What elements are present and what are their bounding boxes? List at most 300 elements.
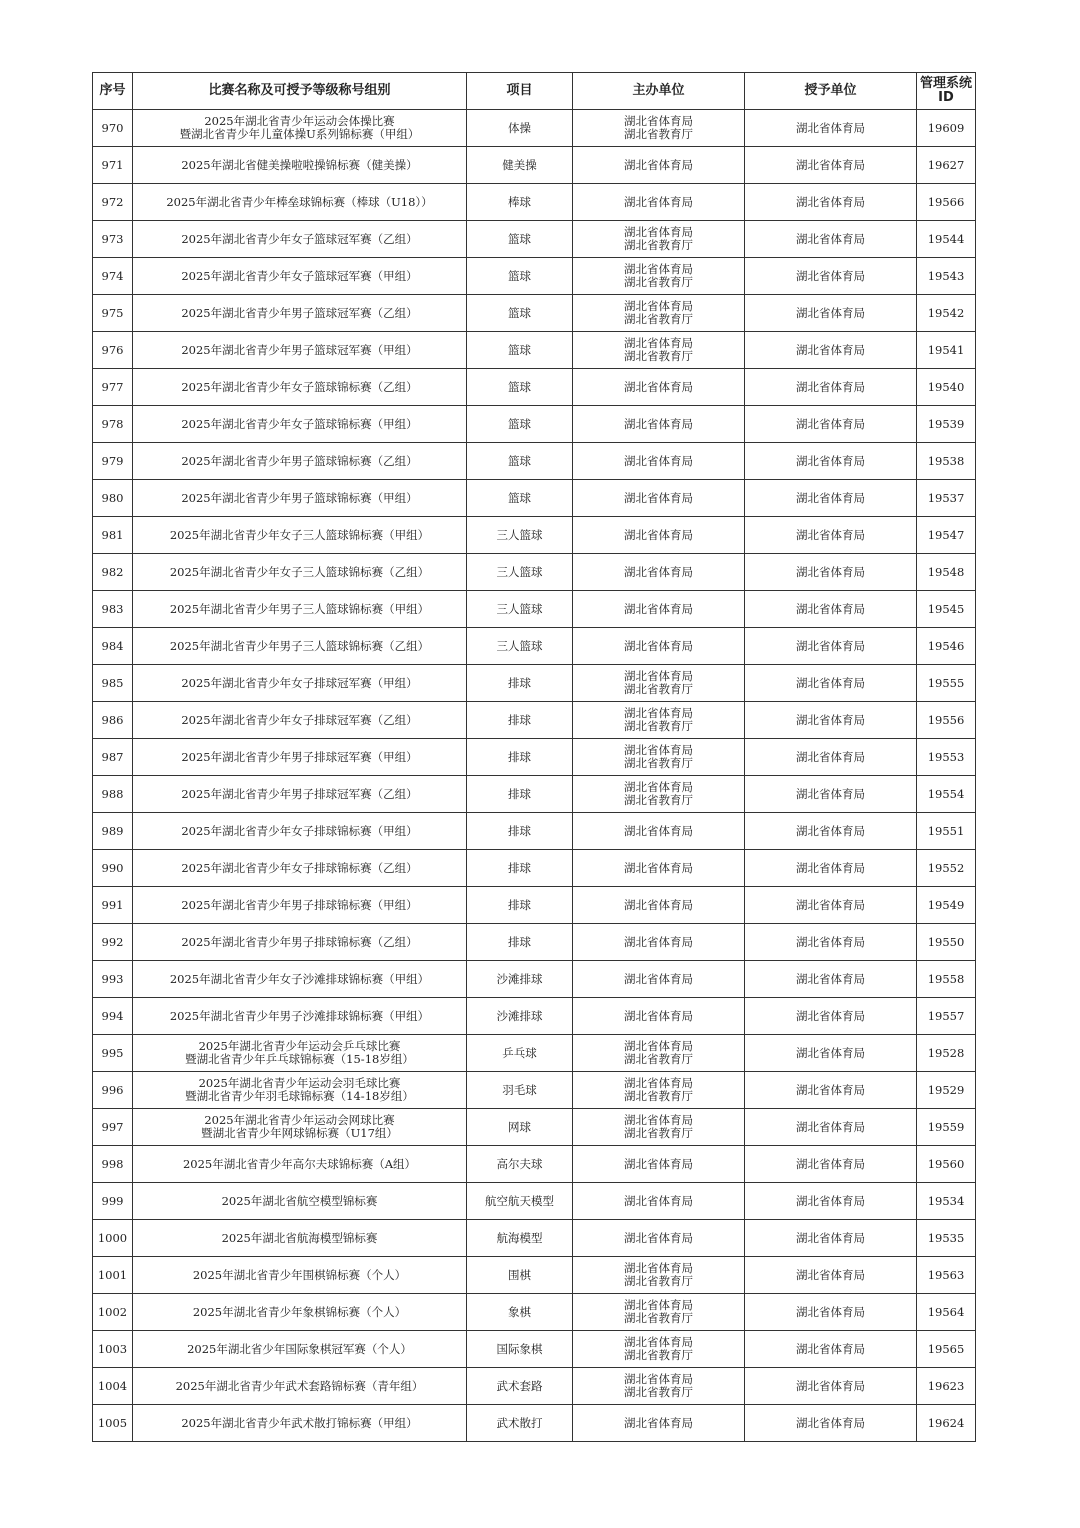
cell-id: 19553 [917,739,976,776]
cell-id: 19537 [917,480,976,517]
cell-grantor: 湖北省体育局 [745,1331,917,1368]
cell-id: 19559 [917,1109,976,1146]
cell-event: 排球 [467,702,573,739]
cell-host [573,591,745,628]
cell-host-line: 湖北省体育局 [624,601,693,616]
cell-host [573,110,745,147]
cell-seq: 973 [93,221,133,258]
cell-name [133,776,467,813]
table-row [93,702,976,739]
cell-host-line: 湖北省教育厅 [624,1385,693,1399]
cell-event: 体操 [467,110,573,147]
cell-name [133,184,467,221]
cell-id: 19624 [917,1405,976,1442]
cell-name-line: 暨湖北省青少年网球锦标赛（U17组） [201,1126,398,1140]
header-event: 项目 [467,73,573,110]
cell-name-line: 2025年湖北省青少年男子排球锦标赛（甲组） [181,897,418,912]
cell-event: 排球 [467,924,573,961]
cell-host-line: 湖北省体育局 [624,1298,693,1312]
cell-event: 三人篮球 [467,591,573,628]
cell-grantor: 湖北省体育局 [745,1035,917,1072]
header-id-line1: 管理系统 [919,76,972,91]
cell-host [573,887,745,924]
cell-host [573,1405,745,1442]
cell-name-line: 2025年湖北省青少年女子排球冠军赛（乙组） [181,712,418,727]
cell-seq: 998 [93,1146,133,1183]
cell-host-line: 湖北省体育局 [624,157,693,172]
cell-event: 航空航天模型 [467,1183,573,1220]
cell-id: 19560 [917,1146,976,1183]
table-row [93,739,976,776]
cell-seq: 992 [93,924,133,961]
table-row [93,443,976,480]
cell-host [573,1072,745,1109]
cell-id: 19558 [917,961,976,998]
cell-host [573,1331,745,1368]
cell-name-line: 2025年湖北省青少年女子沙滩排球锦标赛（甲组） [169,971,430,986]
cell-id: 19541 [917,332,976,369]
table-row [93,998,976,1035]
cell-event: 篮球 [467,221,573,258]
cell-host [573,665,745,702]
cell-grantor: 湖北省体育局 [745,1146,917,1183]
table-row [93,1294,976,1331]
cell-grantor: 湖北省体育局 [745,924,917,961]
cell-name-line: 2025年湖北省青少年女子篮球锦标赛（乙组） [181,379,418,394]
cell-id: 19550 [917,924,976,961]
cell-id: 19545 [917,591,976,628]
cell-grantor: 湖北省体育局 [745,110,917,147]
cell-seq: 997 [93,1109,133,1146]
cell-host-line: 湖北省体育局 [624,490,693,505]
cell-name-line: 2025年湖北省青少年棒垒球锦标赛（棒球（U18）） [166,194,433,209]
cell-id: 19539 [917,406,976,443]
cell-grantor: 湖北省体育局 [745,1368,917,1405]
cell-name-line: 暨湖北省青少年乒乓球锦标赛（15-18岁组） [185,1052,414,1066]
cell-host-line: 湖北省体育局 [624,823,693,838]
cell-seq: 985 [93,665,133,702]
table-row [93,591,976,628]
cell-id: 19627 [917,147,976,184]
cell-grantor: 湖北省体育局 [745,961,917,998]
cell-id: 19563 [917,1257,976,1294]
cell-grantor: 湖北省体育局 [745,554,917,591]
cell-id: 19566 [917,184,976,221]
cell-name-line: 2025年湖北省青少年女子三人篮球锦标赛（甲组） [169,527,430,542]
cell-grantor: 湖北省体育局 [745,776,917,813]
cell-grantor: 湖北省体育局 [745,591,917,628]
cell-name-line: 2025年湖北省青少年女子排球冠军赛（甲组） [181,675,418,690]
cell-host [573,184,745,221]
cell-host [573,517,745,554]
cell-event: 排球 [467,887,573,924]
cell-event: 篮球 [467,480,573,517]
cell-host-line: 湖北省体育局 [624,379,693,394]
cell-name [133,998,467,1035]
cell-grantor: 湖北省体育局 [745,147,917,184]
cell-event: 沙滩排球 [467,998,573,1035]
cell-seq: 972 [93,184,133,221]
cell-host-line: 湖北省教育厅 [624,312,693,326]
cell-event: 篮球 [467,295,573,332]
cell-grantor: 湖北省体育局 [745,369,917,406]
cell-id: 19565 [917,1331,976,1368]
cell-name-line: 2025年湖北省健美操啦啦操锦标赛（健美操） [181,157,418,172]
table-row [93,1183,976,1220]
cell-name-line: 2025年湖北省青少年男子排球冠军赛（甲组） [181,749,418,764]
cell-id: 19556 [917,702,976,739]
cell-name-line: 2025年湖北省青少年运动会网球比赛 [204,1113,395,1127]
cell-host-line: 湖北省教育厅 [624,1348,693,1362]
cell-host [573,554,745,591]
cell-host-line: 湖北省体育局 [624,1039,693,1053]
cell-host [573,295,745,332]
cell-host [573,147,745,184]
cell-name-line: 2025年湖北省青少年围棋锦标赛（个人） [192,1267,407,1282]
table-row [93,1257,976,1294]
table-row [93,295,976,332]
cell-name-line: 2025年湖北省青少年男子篮球锦标赛（乙组） [181,453,418,468]
cell-host-line: 湖北省教育厅 [624,1274,693,1288]
cell-id: 19564 [917,1294,976,1331]
cell-host-line: 湖北省体育局 [624,971,693,986]
table-row [93,184,976,221]
table-row [93,776,976,813]
cell-event: 乒乓球 [467,1035,573,1072]
cell-event: 篮球 [467,369,573,406]
cell-event: 健美操 [467,147,573,184]
cell-host [573,406,745,443]
cell-host-line: 湖北省体育局 [624,1261,693,1275]
cell-host-line: 湖北省体育局 [624,299,693,313]
cell-seq: 978 [93,406,133,443]
cell-name-line: 2025年湖北省青少年女子篮球冠军赛（甲组） [181,268,418,283]
cell-id: 19542 [917,295,976,332]
cell-name [133,406,467,443]
cell-name-line: 2025年湖北省青少年男子排球锦标赛（乙组） [181,934,418,949]
table-row [93,406,976,443]
cell-host-line: 湖北省体育局 [624,1008,693,1023]
cell-name-line: 2025年湖北省青少年高尔夫球锦标赛（A组） [182,1156,417,1171]
cell-host [573,1368,745,1405]
cell-host [573,1109,745,1146]
header-seq: 序号 [93,73,133,110]
cell-name [133,850,467,887]
cell-name [133,221,467,258]
cell-grantor: 湖北省体育局 [745,850,917,887]
cell-host [573,998,745,1035]
cell-seq: 988 [93,776,133,813]
cell-grantor: 湖北省体育局 [745,887,917,924]
cell-event: 三人篮球 [467,628,573,665]
cell-grantor: 湖北省体育局 [745,221,917,258]
cell-seq: 987 [93,739,133,776]
cell-host-line: 湖北省体育局 [624,1076,693,1090]
cell-host-line: 湖北省教育厅 [624,756,693,770]
cell-host [573,813,745,850]
cell-seq: 976 [93,332,133,369]
cell-seq: 1003 [93,1331,133,1368]
cell-seq: 1000 [93,1220,133,1257]
cell-name-line: 2025年湖北省青少年男子沙滩排球锦标赛（甲组） [169,1008,430,1023]
cell-host-line: 湖北省体育局 [624,416,693,431]
cell-host [573,1183,745,1220]
cell-grantor: 湖北省体育局 [745,184,917,221]
table-row [93,369,976,406]
cell-name-line: 2025年湖北省青少年男子篮球锦标赛（甲组） [181,490,418,505]
cell-name [133,258,467,295]
cell-host [573,1257,745,1294]
cell-event: 篮球 [467,406,573,443]
cell-seq: 990 [93,850,133,887]
cell-grantor: 湖北省体育局 [745,480,917,517]
cell-name-line: 2025年湖北省青少年女子篮球锦标赛（甲组） [181,416,418,431]
cell-seq: 1004 [93,1368,133,1405]
table-row [93,332,976,369]
cell-name [133,1257,467,1294]
cell-host-line: 湖北省体育局 [624,527,693,542]
cell-grantor: 湖北省体育局 [745,739,917,776]
cell-seq: 975 [93,295,133,332]
cell-name [133,887,467,924]
cell-name-line: 暨湖北省青少年儿童体操U系列锦标赛（甲组） [179,127,420,141]
cell-grantor: 湖北省体育局 [745,443,917,480]
cell-name-line: 2025年湖北省青少年男子三人篮球锦标赛（甲组） [169,601,430,616]
cell-host-line: 湖北省教育厅 [624,1311,693,1325]
cell-id: 19546 [917,628,976,665]
cell-name [133,147,467,184]
cell-event: 围棋 [467,1257,573,1294]
cell-name [133,295,467,332]
table-body [93,110,976,1442]
cell-seq: 970 [93,110,133,147]
cell-name [133,369,467,406]
table-row [93,1405,976,1442]
cell-host-line: 湖北省教育厅 [624,1089,693,1103]
cell-event: 篮球 [467,443,573,480]
cell-seq: 979 [93,443,133,480]
cell-name [133,332,467,369]
cell-name [133,1368,467,1405]
cell-id: 19543 [917,258,976,295]
table-row [93,517,976,554]
cell-grantor: 湖北省体育局 [745,1109,917,1146]
cell-host-line: 湖北省教育厅 [624,682,693,696]
cell-id: 19534 [917,1183,976,1220]
cell-event: 国际象棋 [467,1331,573,1368]
table-row [93,850,976,887]
cell-host [573,221,745,258]
cell-name [133,1146,467,1183]
table-row [93,221,976,258]
cell-id: 19557 [917,998,976,1035]
header-row [93,73,976,110]
cell-host [573,1294,745,1331]
cell-name-line: 2025年湖北省少年国际象棋冠军赛（个人） [187,1341,412,1356]
cell-seq: 983 [93,591,133,628]
cell-grantor: 湖北省体育局 [745,665,917,702]
cell-grantor: 湖北省体育局 [745,1072,917,1109]
cell-id: 19535 [917,1220,976,1257]
cell-event: 排球 [467,739,573,776]
cell-name [133,554,467,591]
cell-id: 19609 [917,110,976,147]
cell-host-line: 湖北省体育局 [624,1372,693,1386]
cell-seq: 981 [93,517,133,554]
cell-seq: 995 [93,1035,133,1072]
table-row [93,1331,976,1368]
cell-name [133,739,467,776]
cell-grantor: 湖北省体育局 [745,813,917,850]
table-row [93,480,976,517]
cell-host [573,332,745,369]
cell-host-line: 湖北省体育局 [624,1113,693,1127]
cell-host-line: 湖北省教育厅 [624,1052,693,1066]
cell-event: 高尔夫球 [467,1146,573,1183]
cell-host [573,1220,745,1257]
cell-host-line: 湖北省体育局 [624,194,693,209]
cell-id: 19554 [917,776,976,813]
competition-table [92,72,976,1442]
cell-id: 19529 [917,1072,976,1109]
cell-host [573,628,745,665]
cell-grantor: 湖北省体育局 [745,295,917,332]
header-grantor: 授予单位 [745,73,917,110]
cell-name [133,591,467,628]
cell-host-line: 湖北省教育厅 [624,1126,693,1140]
cell-seq: 974 [93,258,133,295]
cell-event: 棒球 [467,184,573,221]
cell-seq: 982 [93,554,133,591]
cell-event: 排球 [467,850,573,887]
cell-seq: 993 [93,961,133,998]
cell-id: 19544 [917,221,976,258]
table-header [93,73,976,110]
cell-event: 武术套路 [467,1368,573,1405]
cell-name-line: 2025年湖北省青少年武术散打锦标赛（甲组） [181,1415,418,1430]
cell-grantor: 湖北省体育局 [745,1257,917,1294]
cell-event: 排球 [467,813,573,850]
cell-host [573,702,745,739]
cell-seq: 996 [93,1072,133,1109]
table-row [93,1072,976,1109]
cell-name [133,1405,467,1442]
cell-event: 三人篮球 [467,517,573,554]
cell-host-line: 湖北省体育局 [624,669,693,683]
cell-name-line: 2025年湖北省青少年男子篮球冠军赛（乙组） [181,305,418,320]
cell-name [133,665,467,702]
cell-id: 19552 [917,850,976,887]
cell-grantor: 湖北省体育局 [745,406,917,443]
cell-host-line: 湖北省体育局 [624,114,693,128]
cell-seq: 1002 [93,1294,133,1331]
cell-name-line: 2025年湖北省青少年男子三人篮球锦标赛（乙组） [169,638,430,653]
cell-host [573,369,745,406]
cell-grantor: 湖北省体育局 [745,1220,917,1257]
cell-host [573,480,745,517]
cell-host-line: 湖北省体育局 [624,1335,693,1349]
cell-seq: 994 [93,998,133,1035]
cell-name-line: 2025年湖北省青少年女子排球锦标赛（甲组） [181,823,418,838]
cell-host [573,850,745,887]
cell-name-line: 2025年湖北省青少年女子篮球冠军赛（乙组） [181,231,418,246]
cell-id: 19547 [917,517,976,554]
cell-host-line: 湖北省体育局 [624,706,693,720]
cell-event: 沙滩排球 [467,961,573,998]
header-host: 主办单位 [573,73,745,110]
cell-grantor: 湖北省体育局 [745,1405,917,1442]
cell-name-line: 2025年湖北省青少年象棋锦标赛（个人） [192,1304,407,1319]
cell-host-line: 湖北省体育局 [624,225,693,239]
cell-name [133,1183,467,1220]
cell-grantor: 湖北省体育局 [745,702,917,739]
cell-host [573,776,745,813]
cell-seq: 984 [93,628,133,665]
cell-host-line: 湖北省教育厅 [624,793,693,807]
table-row [93,258,976,295]
cell-name [133,702,467,739]
cell-host-line: 湖北省体育局 [624,743,693,757]
table-row [93,554,976,591]
cell-name-line: 2025年湖北省青少年男子排球冠军赛（乙组） [181,786,418,801]
cell-name-line: 2025年湖北省青少年运动会乒乓球比赛 [198,1039,401,1053]
cell-seq: 1005 [93,1405,133,1442]
table-row [93,147,976,184]
cell-event: 象棋 [467,1294,573,1331]
cell-name [133,1109,467,1146]
cell-grantor: 湖北省体育局 [745,1183,917,1220]
cell-host-line: 湖北省体育局 [624,638,693,653]
table-row [93,1146,976,1183]
cell-host [573,443,745,480]
cell-host-line: 湖北省体育局 [624,1156,693,1171]
cell-id: 19549 [917,887,976,924]
cell-id: 19555 [917,665,976,702]
table-row [93,924,976,961]
cell-seq: 989 [93,813,133,850]
cell-host-line: 湖北省体育局 [624,1415,693,1430]
cell-name [133,924,467,961]
table-row [93,1109,976,1146]
cell-host [573,739,745,776]
cell-host-line: 湖北省体育局 [624,934,693,949]
cell-name [133,1035,467,1072]
cell-host-line: 湖北省体育局 [624,780,693,794]
cell-name-line: 2025年湖北省航海模型锦标赛 [221,1230,378,1245]
cell-grantor: 湖北省体育局 [745,258,917,295]
table-row [93,1368,976,1405]
cell-name-line: 2025年湖北省青少年运动会体操比赛 [204,114,395,128]
cell-id: 19528 [917,1035,976,1072]
cell-event: 羽毛球 [467,1072,573,1109]
cell-grantor: 湖北省体育局 [745,1294,917,1331]
cell-name-line: 2025年湖北省青少年男子篮球冠军赛（甲组） [181,342,418,357]
cell-host-line: 湖北省教育厅 [624,127,693,141]
cell-seq: 1001 [93,1257,133,1294]
cell-grantor: 湖北省体育局 [745,332,917,369]
cell-event: 篮球 [467,332,573,369]
cell-name [133,628,467,665]
header-id [917,73,976,110]
cell-name-line: 暨湖北省青少年羽毛球锦标赛（14-18岁组） [185,1089,414,1103]
header-name: 比赛名称及可授予等级称号组别 [133,73,467,110]
cell-seq: 980 [93,480,133,517]
cell-seq: 977 [93,369,133,406]
cell-event: 三人篮球 [467,554,573,591]
table-row [93,813,976,850]
cell-name [133,1331,467,1368]
cell-name-line: 2025年湖北省青少年女子三人篮球锦标赛（乙组） [169,564,430,579]
